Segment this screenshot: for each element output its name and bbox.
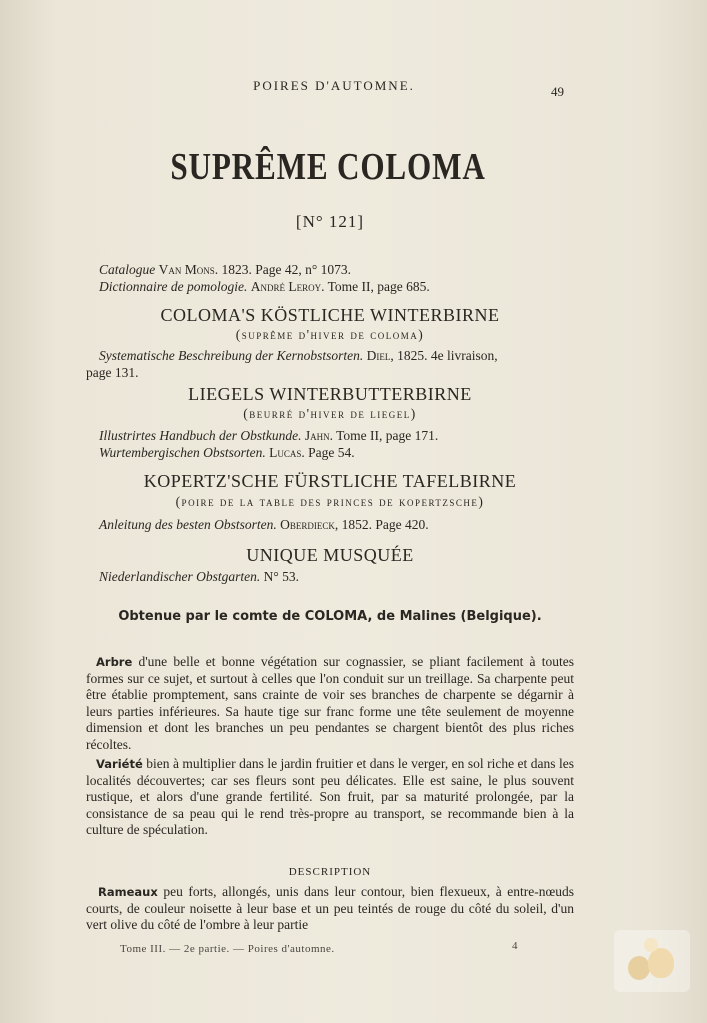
section-heading: DESCRIPTION bbox=[288, 866, 372, 878]
reference-line: Illustrirtes Handbuch der Obstkunde. Jahn. Tome II, page 171. bbox=[99, 428, 439, 443]
reference-line: Anleitung des besten Obstsorten. Oberdieck, 1852. Page 420. bbox=[99, 517, 429, 532]
variety-number: [N° 121] bbox=[295, 212, 365, 231]
synonym-name: LIEGELS WINTERBUTTERBIRNE bbox=[188, 384, 472, 404]
paragraph-variete: Variété bien à multiplier dans le jardin fruitier et dans le verger, en sol riche et dans les localités découvertes; car ses fleurs sont peu délicates. Elle est saine, le plus souvent rustique, et alors d'une grande fertilité. Son fruit, par sa maturité prolongée, par la consistance de sa peau qui le rend très-propre au transport, se recommande bien à la culture de spéculation. bbox=[86, 756, 574, 838]
variety-title: SUPRÊME COLOMA bbox=[170, 146, 486, 188]
reference-line-cont: page 131. bbox=[86, 365, 139, 380]
synonym-name: UNIQUE MUSQUÉE bbox=[246, 545, 414, 565]
paragraph-arbre: Arbre d'une belle et bonne végétation sur cognassier, se pliant facilement à toutes formes sur ce sujet, et surtout à celles que l'on conduit sur un treillage. Sa charpente peut être établie promptement, sans crainte de voir ses branches de charpente se dégarnir à leurs parties inférieures. Sa haute tige sur franc forme une tête seulement de moyenne dimension et dont les branches un peu pendantes se chargent bientôt des plus riches récoltes. bbox=[86, 654, 574, 752]
synonym-name: COLOMA'S KÖSTLICHE WINTERBIRNE bbox=[160, 305, 500, 325]
paragraph-rameaux: Rameaux peu forts, allongés, unis dans leur contour, bien flexueux, à entre-nœuds courts, de couleur noisette à leur base et un peu teintés de rouge du côté du soleil, d'un vert olive du côté de l'ombre à leur partie bbox=[86, 884, 574, 933]
synonym-name: KOPERTZ'SCHE FÜRSTLICHE TAFELBIRNE bbox=[143, 471, 517, 491]
footer-signature-line: Tome III. — 2e partie. — Poires d'automne. bbox=[120, 943, 335, 955]
reference-line: Systematische Beschreibung der Kernobstsorten. Diel, 1825. 4e livraison, bbox=[99, 348, 498, 363]
synonym-translation: (beurré d'hiver de liegel) bbox=[243, 406, 417, 421]
origin-statement: Obtenue par le comte de COLOMA, de Malines (Belgique). bbox=[118, 609, 542, 624]
watermark-logo bbox=[614, 930, 690, 992]
reference-line: Dictionnaire de pomologie. André Leroy. Tome II, page 685. bbox=[99, 279, 430, 294]
page-number: 49 bbox=[551, 84, 564, 99]
running-title: POIRES D'AUTOMNE. bbox=[253, 78, 415, 93]
reference-line: Niederlandischer Obstgarten. N° 53. bbox=[99, 569, 300, 584]
reference-line: Wurtembergischen Obstsorten. Lucas. Page 54. bbox=[99, 445, 355, 460]
synonym-translation: (poire de la table des princes de kopertzsche) bbox=[175, 494, 485, 509]
synonym-translation: (suprême d'hiver de coloma) bbox=[235, 327, 425, 342]
signature-mark: 4 bbox=[512, 940, 518, 952]
reference-line: Catalogue Van Mons. 1823. Page 42, n° 1073. bbox=[99, 262, 352, 277]
